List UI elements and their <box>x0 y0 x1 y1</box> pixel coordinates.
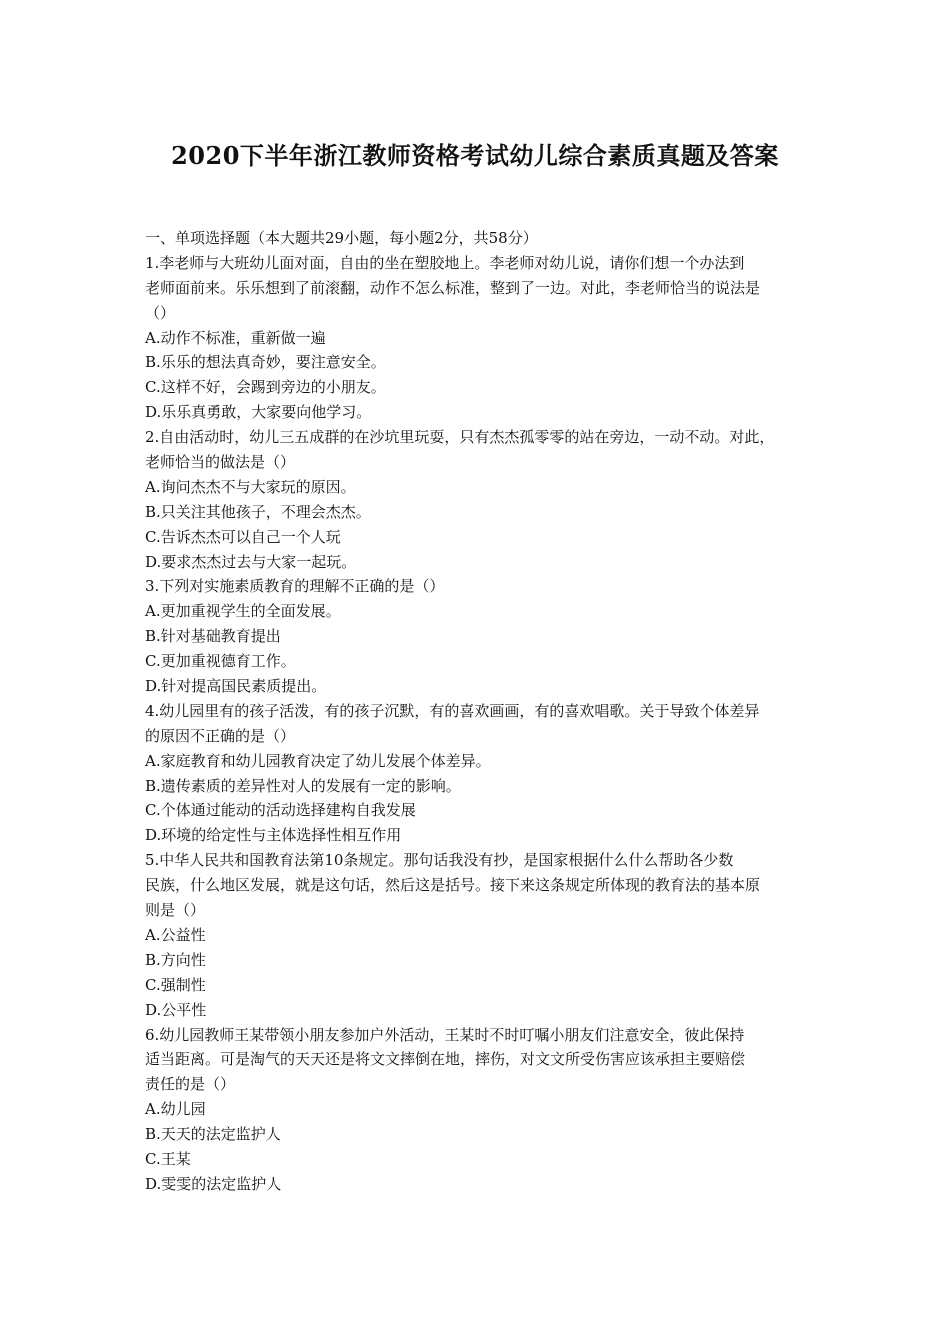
document-body <box>145 226 817 1197</box>
question-stem-line: 老师面前来。乐乐想到了前滚翻，动作不怎么标准，整到了一边。对此，李老师恰当的说法是 <box>145 278 761 297</box>
option-a: A.幼儿园 <box>145 1100 206 1119</box>
question-stem-line: 责任的是（） <box>145 1075 236 1094</box>
question-stem-line: 1.李老师与大班幼儿面对面，自由的坐在塑胶地上。李老师对幼儿说，请你们想一个办法到 <box>145 253 745 272</box>
question-stem-line: 则是（） <box>145 901 206 920</box>
option-c: C.个体通过能动的活动选择建构自我发展 <box>145 801 416 820</box>
option-b: B.方向性 <box>145 950 206 969</box>
question-stem-line: 2.自由活动时，幼儿三五成群的在沙坑里玩耍，只有杰杰孤零零的站在旁边，一动不动。对此， <box>145 428 775 447</box>
question-stem-line: 适当距离。可是淘气的天天还是将文文摔倒在地，摔伤，对文文所受伤害应该承担主要赔偿 <box>145 1050 746 1069</box>
section-header: 一、单项选择题（本大题共29小题，每小题2分，共58分） <box>145 229 538 247</box>
question-stem-line: 6.幼儿园教师王某带领小朋友参加户外活动，王某时不时叮嘱小朋友们注意安全，彼此保持 <box>145 1025 745 1044</box>
option-d: D.要求杰杰过去与大家一起玩。 <box>145 552 357 571</box>
question-stem-line: 民族，什么地区发展，就是这句话，然后这是括号。接下来这条规定所体现的教育法的基本原 <box>145 876 761 895</box>
option-a: A.动作不标准，重新做一遍 <box>145 328 326 347</box>
option-b: B.乐乐的想法真奇妙，要注意安全。 <box>145 353 386 372</box>
question-stem-line: 的原因不正确的是（） <box>145 726 296 745</box>
option-d: D.雯雯的法定监护人 <box>145 1174 282 1193</box>
question-1 <box>145 251 817 425</box>
option-c: C.告诉杰杰可以自己一个人玩 <box>145 527 341 546</box>
option-d: D.针对提高国民素质提出。 <box>145 677 327 696</box>
option-a: A.更加重视学生的全面发展。 <box>145 602 341 621</box>
option-b: B.针对基础教育提出 <box>145 627 281 646</box>
option-b: B.遗传素质的差异性对人的发展有一定的影响。 <box>145 776 461 795</box>
option-c: C.强制性 <box>145 975 206 994</box>
question-5 <box>145 848 817 1022</box>
option-a: A.家庭教育和幼儿园教育决定了幼儿发展个体差异。 <box>145 751 491 770</box>
question-6 <box>145 1023 817 1197</box>
question-stem-line: 4.幼儿园里有的孩子活泼，有的孩子沉默，有的喜欢画画，有的喜欢唱歌。关于导致个体差异 <box>145 701 760 720</box>
page-title: 2020下半年浙江教师资格考试幼儿综合素质真题及答案 <box>171 141 779 170</box>
option-a: A.询问杰杰不与大家玩的原因。 <box>145 477 356 496</box>
option-b: B.天天的法定监护人 <box>145 1125 281 1144</box>
question-stem-line: 老师恰当的做法是（） <box>145 453 296 472</box>
question-stem-line: 3.下列对实施素质教育的理解不正确的是（） <box>145 577 445 596</box>
option-d: D.公平性 <box>145 1000 207 1019</box>
question-stem-line: 5.中华人民共和国教育法第10条规定。那句话我没有抄，是国家根据什么什么帮助各少数 <box>145 851 734 870</box>
question-stem-line: （） <box>145 303 176 322</box>
option-c: C.这样不好，会踢到旁边的小朋友。 <box>145 378 386 397</box>
option-a: A.公益性 <box>145 925 206 944</box>
option-c: C.更加重视德育工作。 <box>145 652 296 671</box>
option-d: D.乐乐真勇敢，大家要向他学习。 <box>145 403 372 422</box>
option-d: D.环境的给定性与主体选择性相互作用 <box>145 826 402 845</box>
option-b: B.只关注其他孩子，不理会杰杰。 <box>145 502 371 521</box>
option-c: C.王某 <box>145 1149 191 1168</box>
question-2 <box>145 425 817 574</box>
question-4 <box>145 699 817 848</box>
question-3 <box>145 574 817 698</box>
